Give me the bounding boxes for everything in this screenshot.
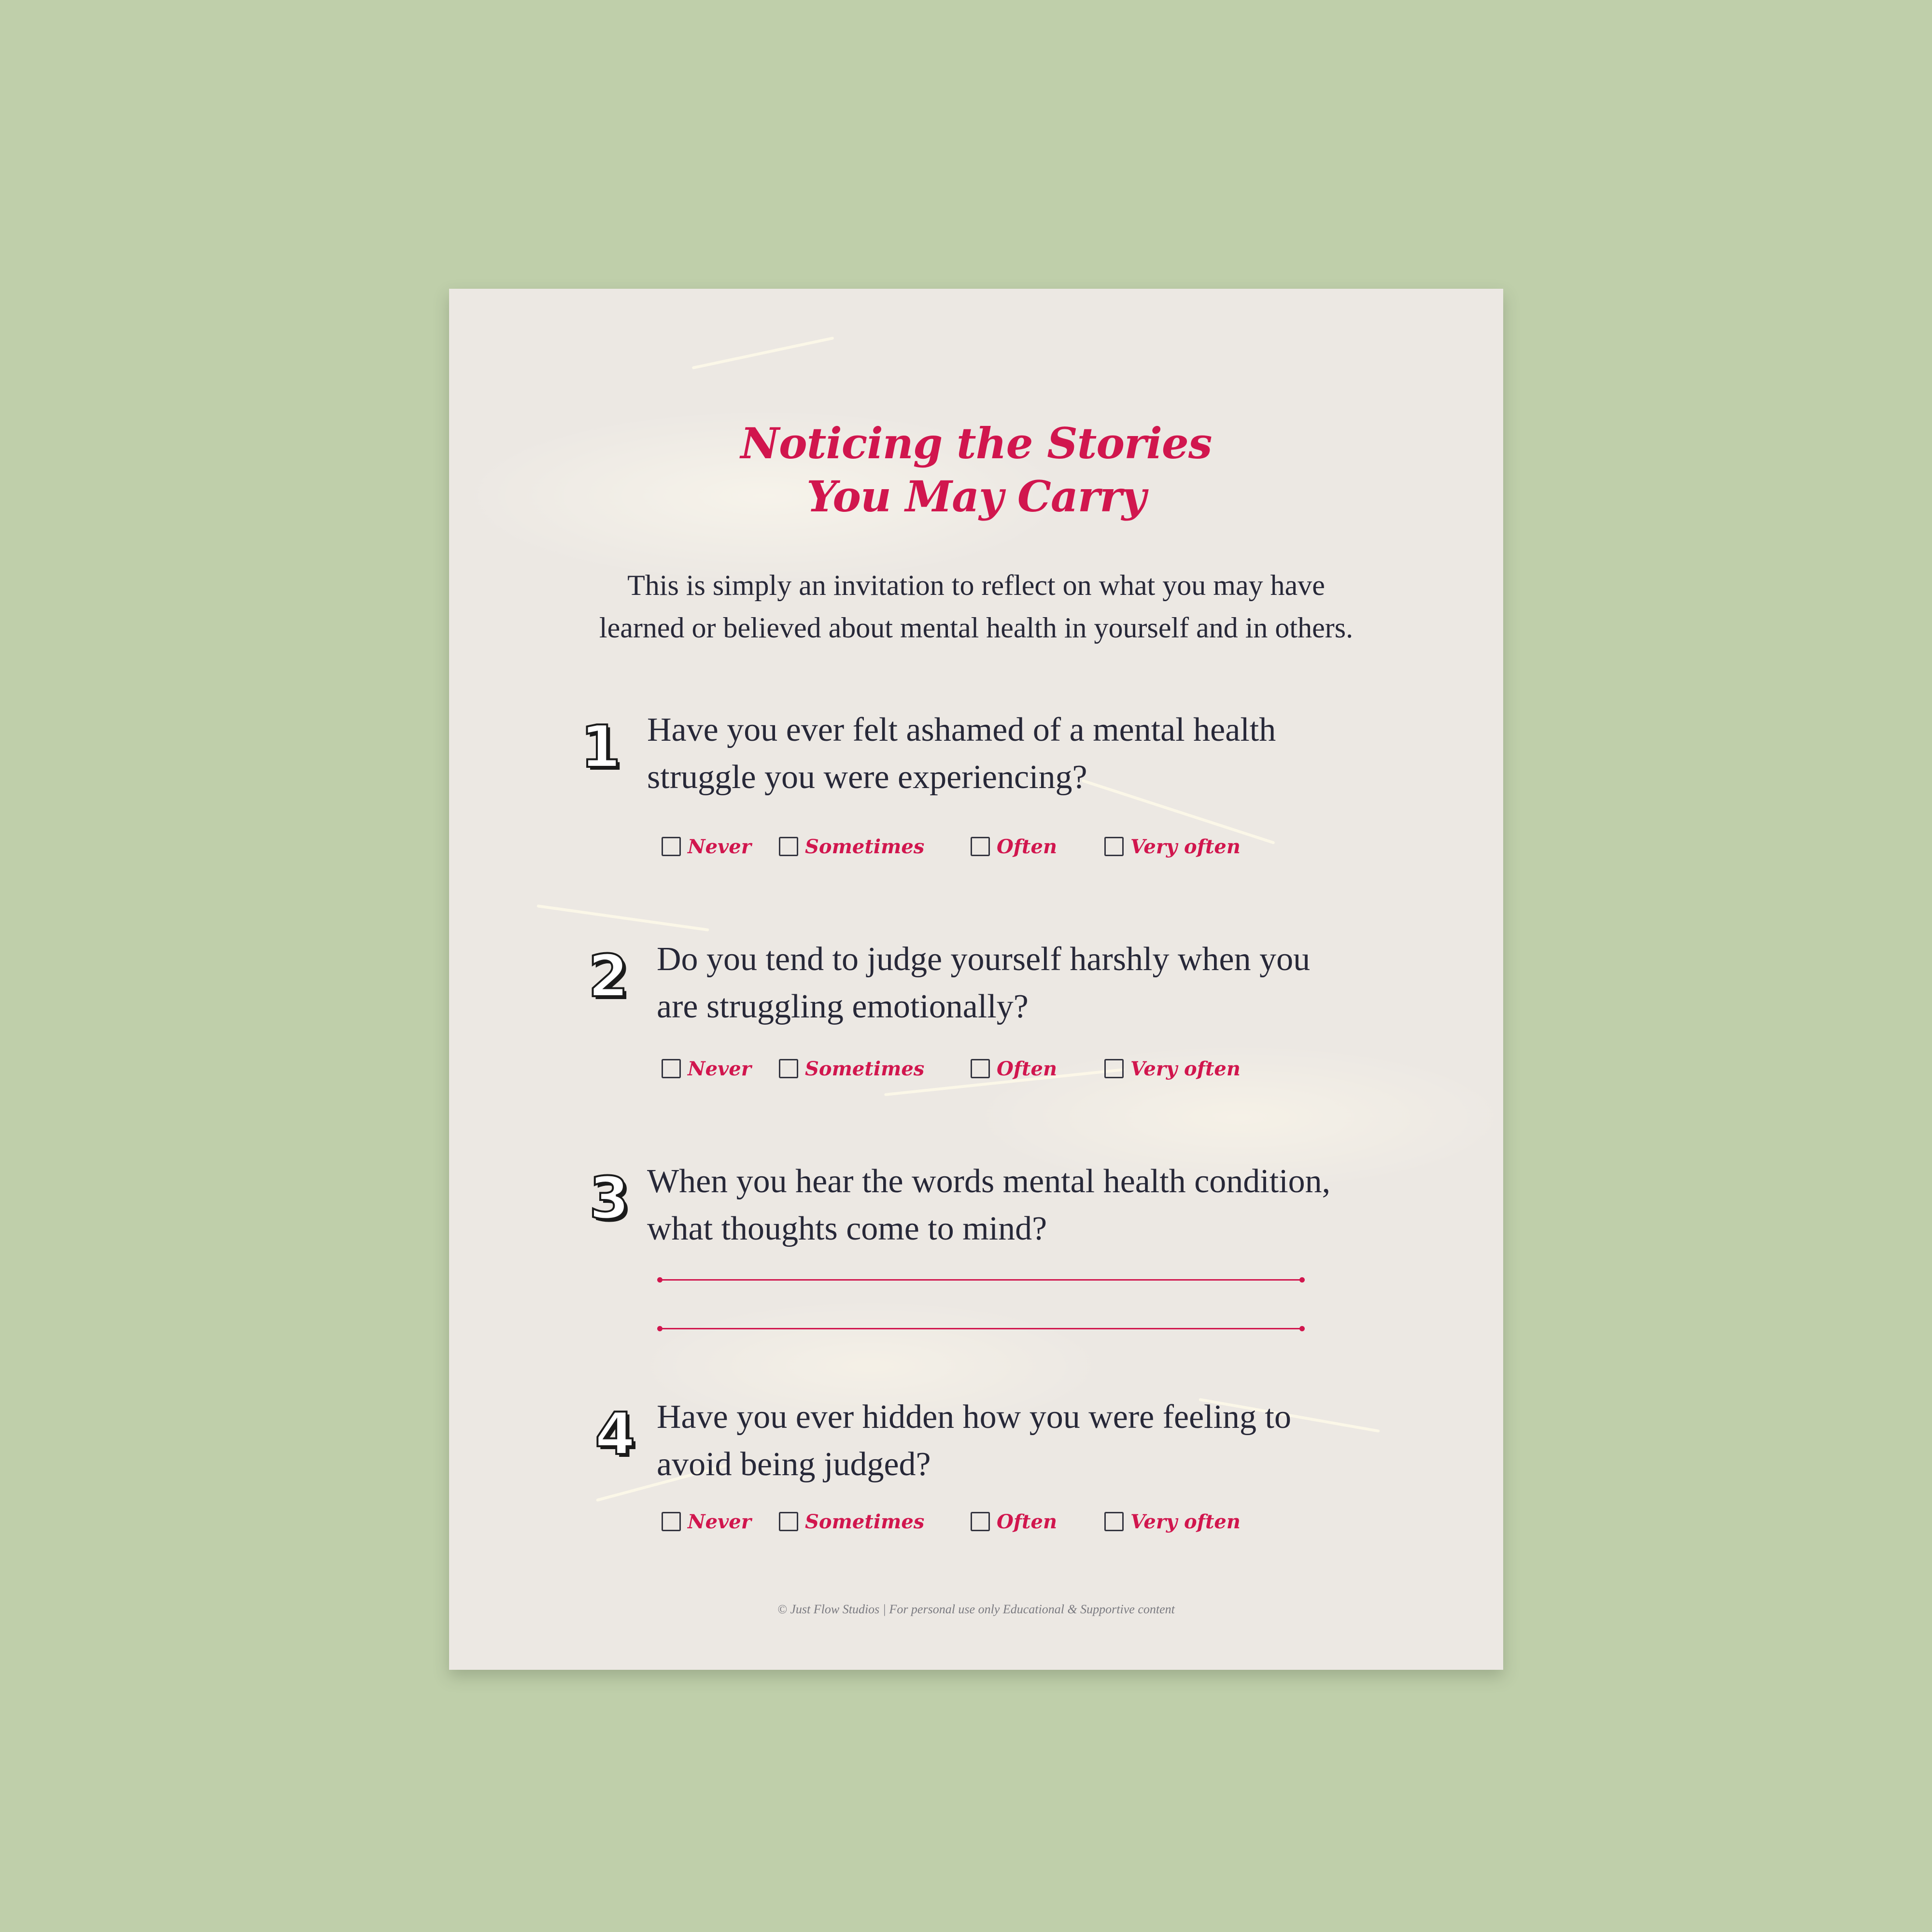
checkbox[interactable] bbox=[779, 1512, 798, 1531]
option-never[interactable] bbox=[662, 1054, 751, 1083]
checkbox[interactable] bbox=[1104, 837, 1124, 856]
option-label: Never bbox=[688, 1510, 751, 1533]
copyright-footer: © Just Flow Studios | For personal use only Educational & Supportive content bbox=[777, 1602, 1175, 1616]
option-label: Very often bbox=[1130, 1510, 1241, 1533]
question-text bbox=[647, 1158, 1330, 1253]
option-label: Sometimes bbox=[805, 1510, 925, 1533]
answer-write-line[interactable] bbox=[659, 1328, 1303, 1329]
option-never[interactable] bbox=[662, 1507, 751, 1536]
question-text bbox=[657, 936, 1310, 1030]
question-text bbox=[657, 1394, 1291, 1488]
option-label: Very often bbox=[1130, 1057, 1241, 1080]
option-label: Sometimes bbox=[805, 1057, 925, 1080]
option-label: Very often bbox=[1130, 835, 1241, 858]
title-line: Noticing the Stories bbox=[740, 418, 1212, 468]
option-label: Often bbox=[997, 1510, 1058, 1533]
question-number: 4 bbox=[595, 1401, 635, 1468]
checkbox[interactable] bbox=[1104, 1059, 1124, 1078]
checkbox[interactable] bbox=[1104, 1512, 1124, 1531]
title-line: You May Carry bbox=[806, 471, 1146, 522]
paper-fiber bbox=[692, 337, 834, 369]
option-label: Never bbox=[688, 1057, 751, 1080]
option-label: Often bbox=[997, 835, 1058, 858]
option-often[interactable] bbox=[971, 832, 1057, 861]
question-line: avoid being judged? bbox=[657, 1446, 931, 1483]
option-often[interactable] bbox=[971, 1507, 1057, 1536]
option-very-often[interactable] bbox=[1104, 832, 1241, 861]
checkbox[interactable] bbox=[779, 837, 798, 856]
checkbox[interactable] bbox=[971, 837, 990, 856]
question-number: 2 bbox=[588, 943, 629, 1010]
question-line: Do you tend to judge yourself harshly when you bbox=[657, 941, 1311, 978]
paper-fiber bbox=[536, 904, 709, 931]
checkbox[interactable] bbox=[971, 1512, 990, 1531]
option-sometimes[interactable] bbox=[779, 1054, 924, 1083]
question-text bbox=[647, 706, 1276, 801]
answer-write-line[interactable] bbox=[659, 1279, 1303, 1281]
intro-text bbox=[449, 564, 1503, 649]
question-number: 3 bbox=[589, 1165, 630, 1232]
question-line: what thoughts come to mind? bbox=[647, 1210, 1047, 1247]
option-label: Often bbox=[997, 1057, 1058, 1080]
question-line: Have you ever hidden how you were feeling to bbox=[657, 1398, 1292, 1436]
checkbox[interactable] bbox=[662, 1512, 681, 1531]
option-very-often[interactable] bbox=[1104, 1054, 1241, 1083]
intro-line: This is simply an invitation to reflect on what you may have bbox=[627, 569, 1325, 601]
option-very-often[interactable] bbox=[1104, 1507, 1241, 1536]
question-line: When you hear the words mental health condition, bbox=[647, 1163, 1331, 1200]
checkbox[interactable] bbox=[779, 1059, 798, 1078]
intro-line: learned or believed about mental health in yourself and in others. bbox=[599, 612, 1354, 644]
question-number: 1 bbox=[580, 714, 621, 781]
question-line: struggle you were experiencing? bbox=[647, 759, 1087, 796]
option-never[interactable] bbox=[662, 832, 751, 861]
question-line: are struggling emotionally? bbox=[657, 988, 1029, 1025]
option-label: Never bbox=[688, 835, 751, 858]
option-sometimes[interactable] bbox=[779, 832, 924, 861]
checkbox[interactable] bbox=[662, 1059, 681, 1078]
page-title bbox=[449, 417, 1503, 523]
option-label: Sometimes bbox=[805, 835, 925, 858]
checkbox[interactable] bbox=[662, 837, 681, 856]
option-sometimes[interactable] bbox=[779, 1507, 924, 1536]
question-line: Have you ever felt ashamed of a mental health bbox=[647, 711, 1276, 748]
worksheet-page bbox=[449, 289, 1503, 1670]
checkbox[interactable] bbox=[971, 1059, 990, 1078]
option-often[interactable] bbox=[971, 1054, 1057, 1083]
